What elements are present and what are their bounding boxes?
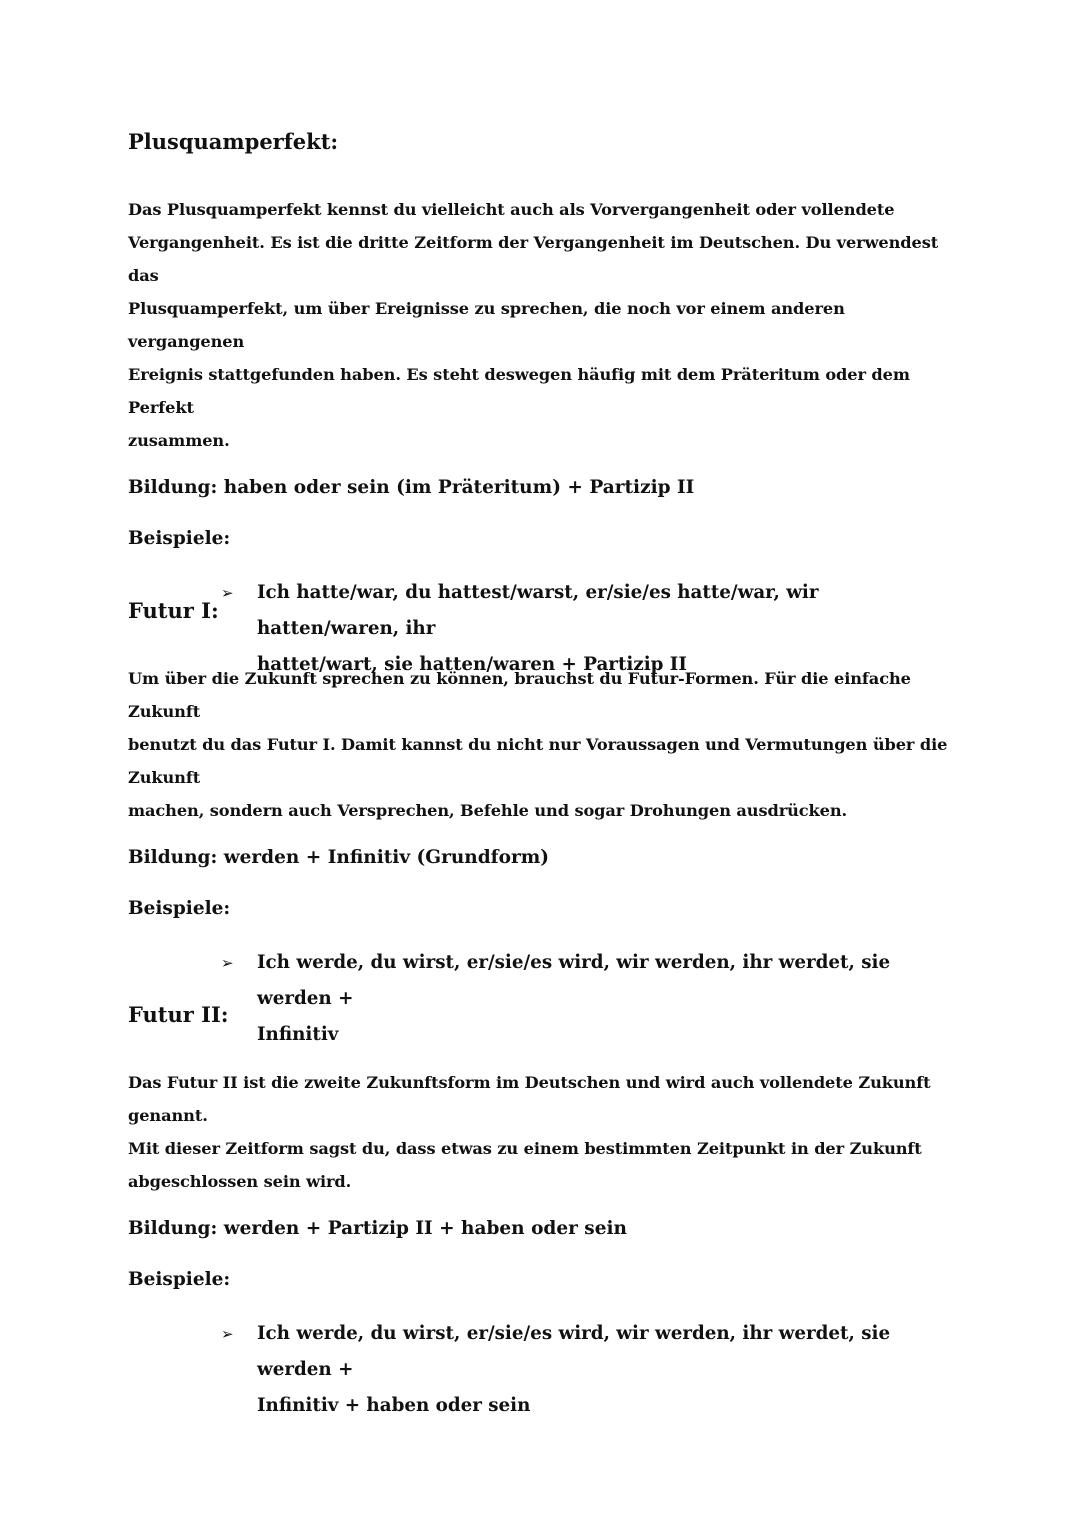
example-list-item [221,1316,947,1424]
section-futur-1 [128,597,958,1053]
paragraph-line: abgeschlossen sein wird. [128,1172,352,1191]
section-paragraph [128,193,958,457]
section-heading: Futur II: [128,1002,229,1027]
section-paragraph [128,662,958,827]
paragraph-line: Mit dieser Zeitform sagst du, dass etwas zu einem bestimmten Zeitpunkt in der Zukunft [128,1139,922,1158]
arrow-bullet-icon: ➢ [221,954,234,972]
example-line: hattet/wart, sie hatten/waren + Partizip II [257,654,687,675]
bildung-label: Bildung: [128,847,218,868]
example-line: Infinitiv [257,1024,339,1045]
bildung-formula [128,844,958,872]
arrow-bullet-icon: ➢ [221,1325,234,1343]
paragraph-line: benutzt du das Futur I. Damit kannst du nicht nur Voraussagen und Vermutungen über die Zukunft [128,735,948,787]
paragraph-line: machen, sondern auch Versprechen, Befehle und sogar Drohungen ausdrücken. [128,801,848,820]
section-paragraph [128,1066,958,1198]
paragraph-line: Das Plusquamperfekt kennst du vielleicht auch als Vorvergangenheit oder vollendete [128,200,895,219]
paragraph-line: Vergangenheit. Es ist die dritte Zeitform der Vergangenheit im Deutschen. Du verwendest das [128,233,939,285]
example-line: Ich werde, du wirst, er/sie/es wird, wir werden, ihr werdet, sie werden + [257,952,891,1009]
bildung-label: Bildung: [128,477,218,498]
paragraph-line: Ereignis stattgefunden haben. Es steht deswegen häufig mit dem Präteritum oder dem Perfekt [128,365,910,417]
bildung-formula [128,474,958,502]
beispiele-label: Beispiele: [128,1269,231,1290]
paragraph-line: Um über die Zukunft sprechen zu können, brauchst du Futur-Formen. Für die einfache Zukunft [128,669,911,721]
section-futur-2 [128,1001,958,1424]
arrow-bullet-icon: ➢ [221,584,234,602]
example-line: Infinitiv + haben oder sein [257,1395,531,1416]
bildung-formula [128,1215,958,1243]
bildung-label: Bildung: [128,1218,218,1239]
bildung-text: werden + Partizip II + haben oder sein [217,1218,627,1239]
section-heading: Plusquamperfekt: [128,129,339,154]
example-line: Ich hatte/war, du hattest/warst, er/sie/es hatte/war, wir hatten/waren, ihr [257,582,819,639]
bildung-text: haben oder sein (im Präteritum) + Partizip II [217,477,695,498]
paragraph-line: zusammen. [128,431,230,450]
paragraph-line: Plusquamperfekt, um über Ereignisse zu sprechen, die noch vor einem anderen vergangenen [128,299,845,351]
section-heading: Futur I: [128,598,219,623]
paragraph-line: Das Futur II ist die zweite Zukunftsform im Deutschen und wird auch vollendete Zukunft genannt. [128,1073,931,1125]
beispiele-label: Beispiele: [128,898,231,919]
bildung-text: werden + Infinitiv (Grundform) [217,847,550,868]
beispiele-label: Beispiele: [128,528,231,549]
example-line: Ich werde, du wirst, er/sie/es wird, wir werden, ihr werdet, sie werden + [257,1323,891,1380]
